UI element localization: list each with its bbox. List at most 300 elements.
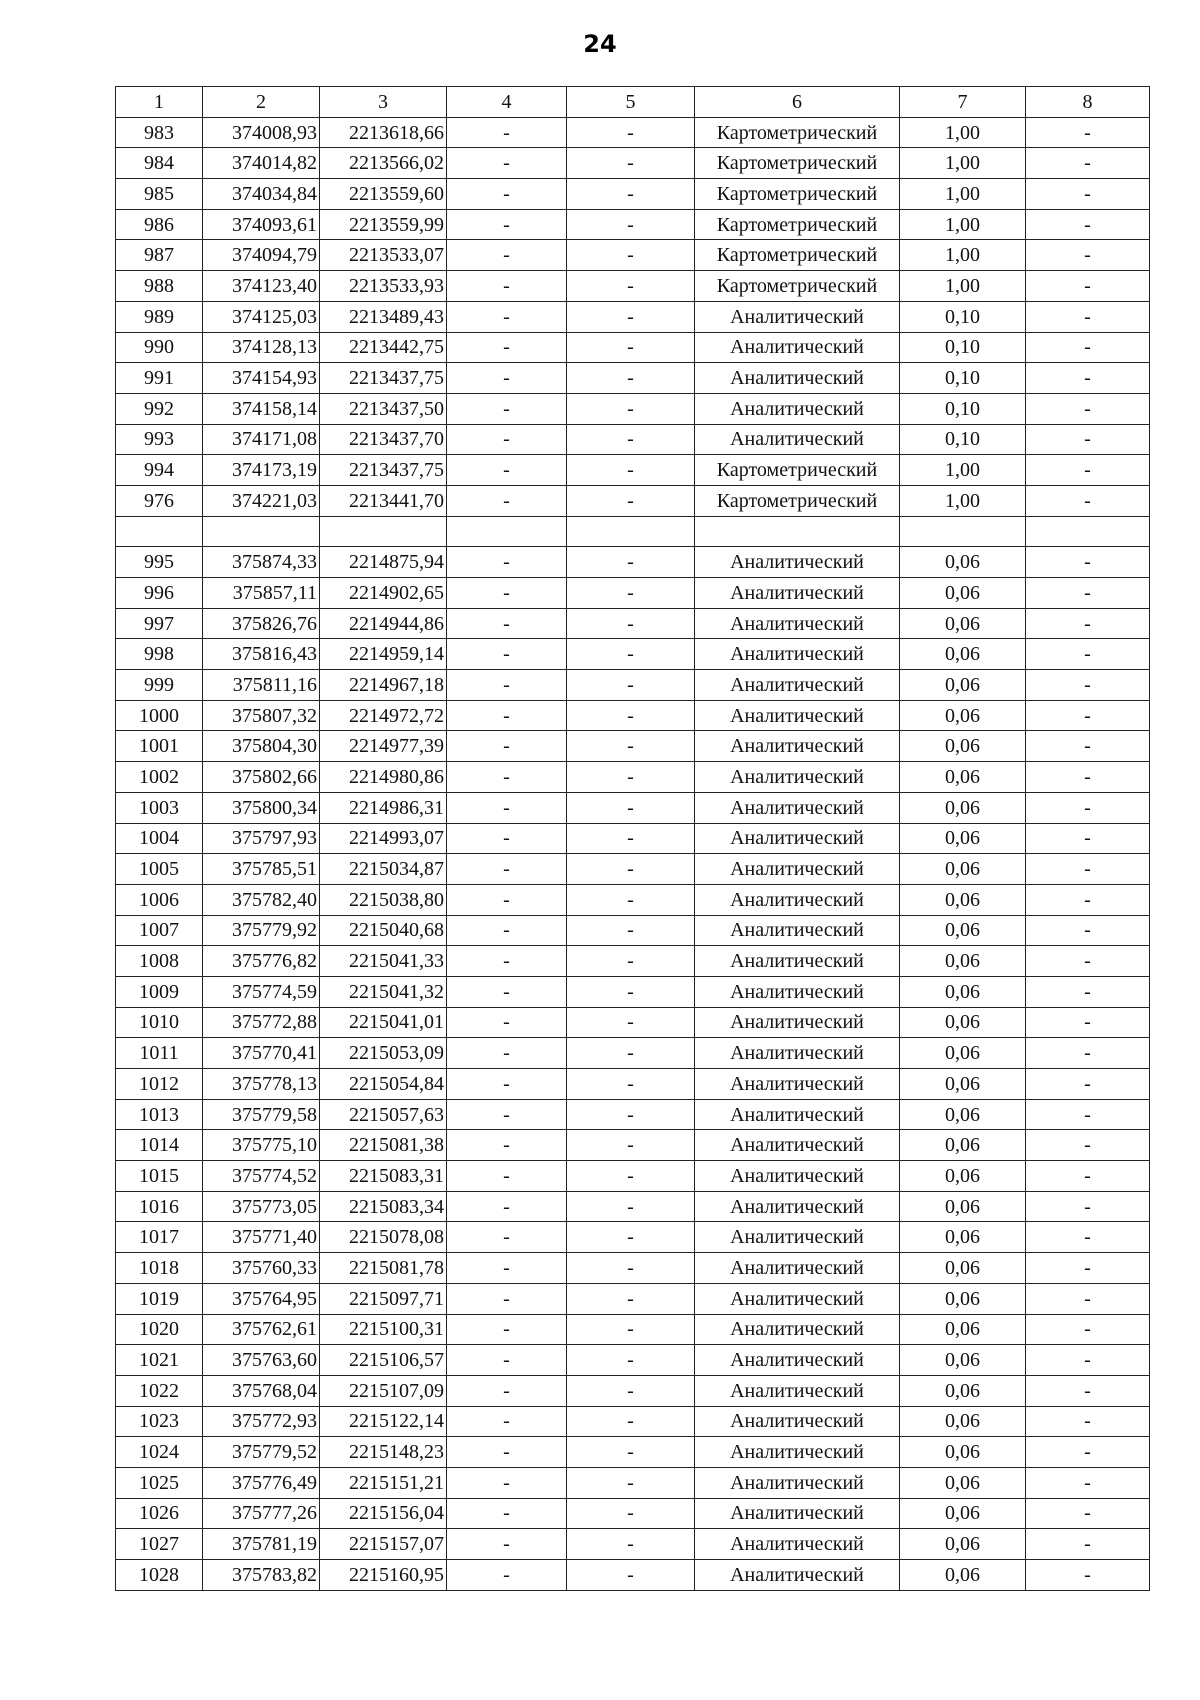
method-cell: Аналитический [695, 332, 900, 363]
accuracy-cell: 0,06 [900, 976, 1026, 1007]
accuracy-cell: 0,06 [900, 1345, 1026, 1376]
point-number-cell: 989 [116, 301, 203, 332]
method-cell: Аналитический [695, 1130, 900, 1161]
y-coordinate-cell: 2215053,09 [320, 1038, 447, 1069]
accuracy-cell: 0,06 [900, 1099, 1026, 1130]
accuracy-cell: 0,06 [900, 1375, 1026, 1406]
x-coordinate-cell: 375777,26 [203, 1498, 320, 1529]
point-number-cell: 1019 [116, 1283, 203, 1314]
col5-cell: - [567, 1038, 695, 1069]
col4-cell: - [447, 1375, 567, 1406]
y-coordinate-cell: 2215151,21 [320, 1467, 447, 1498]
col4-cell: - [447, 1007, 567, 1038]
accuracy-cell: 0,10 [900, 363, 1026, 394]
col4-cell: - [447, 1406, 567, 1437]
method-cell: Аналитический [695, 608, 900, 639]
col8-cell: - [1026, 1467, 1150, 1498]
x-coordinate-cell: 375774,59 [203, 976, 320, 1007]
accuracy-cell: 0,06 [900, 578, 1026, 609]
col4-cell: - [447, 1314, 567, 1345]
x-coordinate-cell: 375775,10 [203, 1130, 320, 1161]
table-row [116, 823, 1150, 854]
table-row [116, 516, 1150, 547]
col8-cell: - [1026, 1130, 1150, 1161]
col5-cell: - [567, 946, 695, 977]
point-number-cell: 995 [116, 547, 203, 578]
point-number-cell: 1007 [116, 915, 203, 946]
table-row [116, 1406, 1150, 1437]
accuracy-cell: 0,06 [900, 946, 1026, 977]
column-header: 1 [116, 87, 203, 118]
col5-cell: - [567, 1130, 695, 1161]
accuracy-cell: 0,06 [900, 731, 1026, 762]
accuracy-cell: 0,06 [900, 547, 1026, 578]
point-number-cell: 1006 [116, 884, 203, 915]
accuracy-cell: 0,06 [900, 854, 1026, 885]
x-coordinate-cell: 374158,14 [203, 393, 320, 424]
y-coordinate-cell: 2215041,01 [320, 1007, 447, 1038]
accuracy-cell: 0,10 [900, 301, 1026, 332]
table-row [116, 332, 1150, 363]
table-row [116, 700, 1150, 731]
col4-cell: - [447, 731, 567, 762]
col8-cell: - [1026, 332, 1150, 363]
accuracy-cell: 1,00 [900, 117, 1026, 148]
col5-cell: - [567, 332, 695, 363]
point-number-cell: 1024 [116, 1437, 203, 1468]
x-coordinate-cell: 374014,82 [203, 148, 320, 179]
col4-cell: - [447, 117, 567, 148]
column-header: 2 [203, 87, 320, 118]
y-coordinate-cell: 2215122,14 [320, 1406, 447, 1437]
point-number-cell: 1028 [116, 1560, 203, 1591]
col4-cell [447, 516, 567, 547]
table-header-row [116, 87, 1150, 118]
point-number-cell: 998 [116, 639, 203, 670]
x-coordinate-cell: 375797,93 [203, 823, 320, 854]
point-number-cell: 987 [116, 240, 203, 271]
point-number-cell: 1000 [116, 700, 203, 731]
x-coordinate-cell: 374154,93 [203, 363, 320, 394]
col4-cell: - [447, 792, 567, 823]
method-cell: Картометрический [695, 209, 900, 240]
col4-cell: - [447, 424, 567, 455]
accuracy-cell: 0,06 [900, 1560, 1026, 1591]
col8-cell: - [1026, 1038, 1150, 1069]
accuracy-cell: 0,06 [900, 1007, 1026, 1038]
col8-cell: - [1026, 731, 1150, 762]
x-coordinate-cell: 375771,40 [203, 1222, 320, 1253]
y-coordinate-cell: 2213533,93 [320, 271, 447, 302]
col4-cell: - [447, 1069, 567, 1100]
accuracy-cell: 0,06 [900, 792, 1026, 823]
point-number-cell: 983 [116, 117, 203, 148]
y-coordinate-cell: 2213437,75 [320, 455, 447, 486]
col8-cell: - [1026, 946, 1150, 977]
x-coordinate-cell: 375764,95 [203, 1283, 320, 1314]
y-coordinate-cell: 2213559,60 [320, 179, 447, 210]
col5-cell: - [567, 179, 695, 210]
point-number-cell: 988 [116, 271, 203, 302]
column-header: 5 [567, 87, 695, 118]
col8-cell: - [1026, 1345, 1150, 1376]
x-coordinate-cell: 375776,49 [203, 1467, 320, 1498]
point-number-cell: 1015 [116, 1161, 203, 1192]
y-coordinate-cell: 2215083,34 [320, 1191, 447, 1222]
col5-cell: - [567, 639, 695, 670]
accuracy-cell: 1,00 [900, 485, 1026, 516]
method-cell: Картометрический [695, 117, 900, 148]
y-coordinate-cell: 2213533,07 [320, 240, 447, 271]
col5-cell: - [567, 762, 695, 793]
col8-cell: - [1026, 976, 1150, 1007]
table-row [116, 976, 1150, 1007]
method-cell: Картометрический [695, 455, 900, 486]
x-coordinate-cell: 375762,61 [203, 1314, 320, 1345]
col5-cell: - [567, 363, 695, 394]
y-coordinate-cell: 2215078,08 [320, 1222, 447, 1253]
method-cell: Аналитический [695, 1406, 900, 1437]
col4-cell: - [447, 608, 567, 639]
col5-cell: - [567, 1283, 695, 1314]
x-coordinate-cell: 374171,08 [203, 424, 320, 455]
col8-cell: - [1026, 1560, 1150, 1591]
y-coordinate-cell: 2214977,39 [320, 731, 447, 762]
method-cell: Аналитический [695, 1222, 900, 1253]
accuracy-cell: 0,06 [900, 1529, 1026, 1560]
y-coordinate-cell: 2215057,63 [320, 1099, 447, 1130]
col8-cell: - [1026, 393, 1150, 424]
col8-cell: - [1026, 1283, 1150, 1314]
col8-cell: - [1026, 1498, 1150, 1529]
point-number-cell: 1012 [116, 1069, 203, 1100]
method-cell: Аналитический [695, 884, 900, 915]
table-row [116, 1253, 1150, 1284]
method-cell: Аналитический [695, 731, 900, 762]
table-row [116, 1283, 1150, 1314]
col8-cell: - [1026, 884, 1150, 915]
table-row [116, 547, 1150, 578]
col5-cell: - [567, 731, 695, 762]
table-row [116, 301, 1150, 332]
table-row [116, 148, 1150, 179]
x-coordinate-cell: 375772,88 [203, 1007, 320, 1038]
col5-cell: - [567, 792, 695, 823]
col5-cell: - [567, 1560, 695, 1591]
col8-cell: - [1026, 1375, 1150, 1406]
col4-cell: - [447, 670, 567, 701]
point-number-cell: 997 [116, 608, 203, 639]
x-coordinate-cell: 375783,82 [203, 1560, 320, 1591]
y-coordinate-cell: 2214944,86 [320, 608, 447, 639]
col8-cell: - [1026, 547, 1150, 578]
x-coordinate-cell: 375778,13 [203, 1069, 320, 1100]
point-number-cell: 1021 [116, 1345, 203, 1376]
accuracy-cell [900, 516, 1026, 547]
col5-cell: - [567, 1007, 695, 1038]
x-coordinate-cell: 374093,61 [203, 209, 320, 240]
point-number-cell: 1002 [116, 762, 203, 793]
accuracy-cell: 1,00 [900, 179, 1026, 210]
col4-cell: - [447, 823, 567, 854]
point-number-cell: 1025 [116, 1467, 203, 1498]
col8-cell: - [1026, 792, 1150, 823]
col5-cell: - [567, 1253, 695, 1284]
x-coordinate-cell: 375781,19 [203, 1529, 320, 1560]
table-row [116, 1437, 1150, 1468]
col8-cell: - [1026, 639, 1150, 670]
table-row [116, 1099, 1150, 1130]
method-cell: Аналитический [695, 1375, 900, 1406]
col5-cell: - [567, 1191, 695, 1222]
accuracy-cell: 0,06 [900, 1069, 1026, 1100]
x-coordinate-cell: 374125,03 [203, 301, 320, 332]
table-row [116, 854, 1150, 885]
col8-cell: - [1026, 271, 1150, 302]
y-coordinate-cell: 2215041,32 [320, 976, 447, 1007]
y-coordinate-cell: 2215160,95 [320, 1560, 447, 1591]
col5-cell: - [567, 670, 695, 701]
y-coordinate-cell: 2215106,57 [320, 1345, 447, 1376]
y-coordinate-cell: 2213559,99 [320, 209, 447, 240]
method-cell: Аналитический [695, 792, 900, 823]
col4-cell: - [447, 946, 567, 977]
accuracy-cell: 0,10 [900, 424, 1026, 455]
method-cell: Аналитический [695, 424, 900, 455]
y-coordinate-cell: 2213442,75 [320, 332, 447, 363]
col8-cell: - [1026, 240, 1150, 271]
table-row [116, 240, 1150, 271]
table-row [116, 884, 1150, 915]
method-cell: Аналитический [695, 1038, 900, 1069]
method-cell: Аналитический [695, 1498, 900, 1529]
accuracy-cell: 0,06 [900, 1130, 1026, 1161]
col8-cell: - [1026, 117, 1150, 148]
method-cell: Аналитический [695, 915, 900, 946]
col5-cell: - [567, 1498, 695, 1529]
col5-cell: - [567, 547, 695, 578]
accuracy-cell: 1,00 [900, 209, 1026, 240]
x-coordinate-cell: 375779,52 [203, 1437, 320, 1468]
method-cell: Аналитический [695, 854, 900, 885]
method-cell: Аналитический [695, 946, 900, 977]
accuracy-cell: 0,06 [900, 1467, 1026, 1498]
method-cell: Аналитический [695, 1437, 900, 1468]
point-number-cell: 1011 [116, 1038, 203, 1069]
accuracy-cell: 0,06 [900, 1191, 1026, 1222]
col5-cell: - [567, 209, 695, 240]
col5-cell: - [567, 1467, 695, 1498]
method-cell: Картометрический [695, 240, 900, 271]
y-coordinate-cell: 2214972,72 [320, 700, 447, 731]
accuracy-cell: 0,10 [900, 332, 1026, 363]
accuracy-cell: 0,10 [900, 393, 1026, 424]
col5-cell: - [567, 578, 695, 609]
col5-cell: - [567, 1222, 695, 1253]
x-coordinate-cell: 375768,04 [203, 1375, 320, 1406]
y-coordinate-cell: 2215157,07 [320, 1529, 447, 1560]
col4-cell: - [447, 915, 567, 946]
col8-cell: - [1026, 1222, 1150, 1253]
x-coordinate-cell: 375772,93 [203, 1406, 320, 1437]
x-coordinate-cell: 374123,40 [203, 271, 320, 302]
table-row [116, 915, 1150, 946]
method-cell: Аналитический [695, 1161, 900, 1192]
col5-cell: - [567, 455, 695, 486]
y-coordinate-cell: 2213566,02 [320, 148, 447, 179]
x-coordinate-cell: 375811,16 [203, 670, 320, 701]
point-number-cell [116, 516, 203, 547]
point-number-cell: 1023 [116, 1406, 203, 1437]
coordinates-table [115, 86, 1150, 1591]
point-number-cell: 1027 [116, 1529, 203, 1560]
col4-cell: - [447, 455, 567, 486]
col8-cell: - [1026, 455, 1150, 486]
method-cell: Картометрический [695, 179, 900, 210]
col8-cell: - [1026, 700, 1150, 731]
point-number-cell: 1008 [116, 946, 203, 977]
y-coordinate-cell: 2214993,07 [320, 823, 447, 854]
accuracy-cell: 0,06 [900, 823, 1026, 854]
point-number-cell: 1004 [116, 823, 203, 854]
method-cell: Аналитический [695, 1345, 900, 1376]
col5-cell: - [567, 884, 695, 915]
method-cell: Аналитический [695, 1314, 900, 1345]
table-row [116, 1467, 1150, 1498]
col5-cell: - [567, 1069, 695, 1100]
table-row [116, 1560, 1150, 1591]
x-coordinate-cell: 375804,30 [203, 731, 320, 762]
col4-cell: - [447, 547, 567, 578]
point-number-cell: 1014 [116, 1130, 203, 1161]
y-coordinate-cell: 2215081,38 [320, 1130, 447, 1161]
point-number-cell: 1026 [116, 1498, 203, 1529]
y-coordinate-cell: 2215097,71 [320, 1283, 447, 1314]
accuracy-cell: 0,06 [900, 1222, 1026, 1253]
point-number-cell: 1016 [116, 1191, 203, 1222]
col4-cell: - [447, 1253, 567, 1284]
accuracy-cell: 0,06 [900, 1437, 1026, 1468]
x-coordinate-cell: 374008,93 [203, 117, 320, 148]
y-coordinate-cell: 2213441,70 [320, 485, 447, 516]
y-coordinate-cell: 2214967,18 [320, 670, 447, 701]
method-cell: Аналитический [695, 301, 900, 332]
point-number-cell: 990 [116, 332, 203, 363]
col4-cell: - [447, 1345, 567, 1376]
y-coordinate-cell: 2214959,14 [320, 639, 447, 670]
accuracy-cell: 0,06 [900, 639, 1026, 670]
col4-cell: - [447, 301, 567, 332]
col5-cell: - [567, 393, 695, 424]
accuracy-cell: 0,06 [900, 884, 1026, 915]
table-body [116, 117, 1150, 1590]
table-row [116, 1038, 1150, 1069]
method-cell: Аналитический [695, 1007, 900, 1038]
method-cell: Аналитический [695, 639, 900, 670]
col4-cell: - [447, 332, 567, 363]
x-coordinate-cell: 375874,33 [203, 547, 320, 578]
accuracy-cell: 0,06 [900, 670, 1026, 701]
col8-cell: - [1026, 915, 1150, 946]
col8-cell: - [1026, 1191, 1150, 1222]
col4-cell: - [447, 485, 567, 516]
y-coordinate-cell: 2214902,65 [320, 578, 447, 609]
method-cell: Аналитический [695, 1253, 900, 1284]
method-cell: Аналитический [695, 762, 900, 793]
col8-cell: - [1026, 301, 1150, 332]
table-row [116, 1191, 1150, 1222]
method-cell: Аналитический [695, 1191, 900, 1222]
col4-cell: - [447, 1222, 567, 1253]
y-coordinate-cell: 2214875,94 [320, 547, 447, 578]
col8-cell: - [1026, 1437, 1150, 1468]
point-number-cell: 1022 [116, 1375, 203, 1406]
table-row [116, 639, 1150, 670]
table-row [116, 578, 1150, 609]
col4-cell: - [447, 1437, 567, 1468]
point-number-cell: 1003 [116, 792, 203, 823]
col4-cell: - [447, 578, 567, 609]
column-header: 7 [900, 87, 1026, 118]
accuracy-cell: 0,06 [900, 1161, 1026, 1192]
x-coordinate-cell: 375773,05 [203, 1191, 320, 1222]
table-row [116, 117, 1150, 148]
col4-cell: - [447, 884, 567, 915]
x-coordinate-cell: 375776,82 [203, 946, 320, 977]
accuracy-cell: 0,06 [900, 608, 1026, 639]
accuracy-cell: 0,06 [900, 1314, 1026, 1345]
col5-cell: - [567, 915, 695, 946]
table-row [116, 179, 1150, 210]
table-row [116, 271, 1150, 302]
col5-cell: - [567, 1437, 695, 1468]
accuracy-cell: 1,00 [900, 148, 1026, 179]
point-number-cell: 996 [116, 578, 203, 609]
col5-cell: - [567, 424, 695, 455]
table-row [116, 1130, 1150, 1161]
y-coordinate-cell: 2215083,31 [320, 1161, 447, 1192]
point-number-cell: 1020 [116, 1314, 203, 1345]
x-coordinate-cell: 375770,41 [203, 1038, 320, 1069]
table-row [116, 670, 1150, 701]
method-cell: Аналитический [695, 1069, 900, 1100]
y-coordinate-cell: 2215040,68 [320, 915, 447, 946]
table-row [116, 424, 1150, 455]
accuracy-cell: 0,06 [900, 915, 1026, 946]
col5-cell: - [567, 485, 695, 516]
col8-cell: - [1026, 1253, 1150, 1284]
y-coordinate-cell: 2213437,75 [320, 363, 447, 394]
accuracy-cell: 0,06 [900, 1406, 1026, 1437]
x-coordinate-cell: 375760,33 [203, 1253, 320, 1284]
method-cell: Картометрический [695, 485, 900, 516]
y-coordinate-cell: 2213618,66 [320, 117, 447, 148]
col8-cell: - [1026, 823, 1150, 854]
y-coordinate-cell: 2215148,23 [320, 1437, 447, 1468]
col5-cell: - [567, 1161, 695, 1192]
col4-cell: - [447, 393, 567, 424]
col4-cell: - [447, 1191, 567, 1222]
x-coordinate-cell: 374034,84 [203, 179, 320, 210]
col4-cell: - [447, 1161, 567, 1192]
x-coordinate-cell: 374221,03 [203, 485, 320, 516]
col5-cell: - [567, 608, 695, 639]
col4-cell: - [447, 1038, 567, 1069]
col4-cell: - [447, 1467, 567, 1498]
point-number-cell: 1001 [116, 731, 203, 762]
col8-cell: - [1026, 1406, 1150, 1437]
col5-cell: - [567, 148, 695, 179]
